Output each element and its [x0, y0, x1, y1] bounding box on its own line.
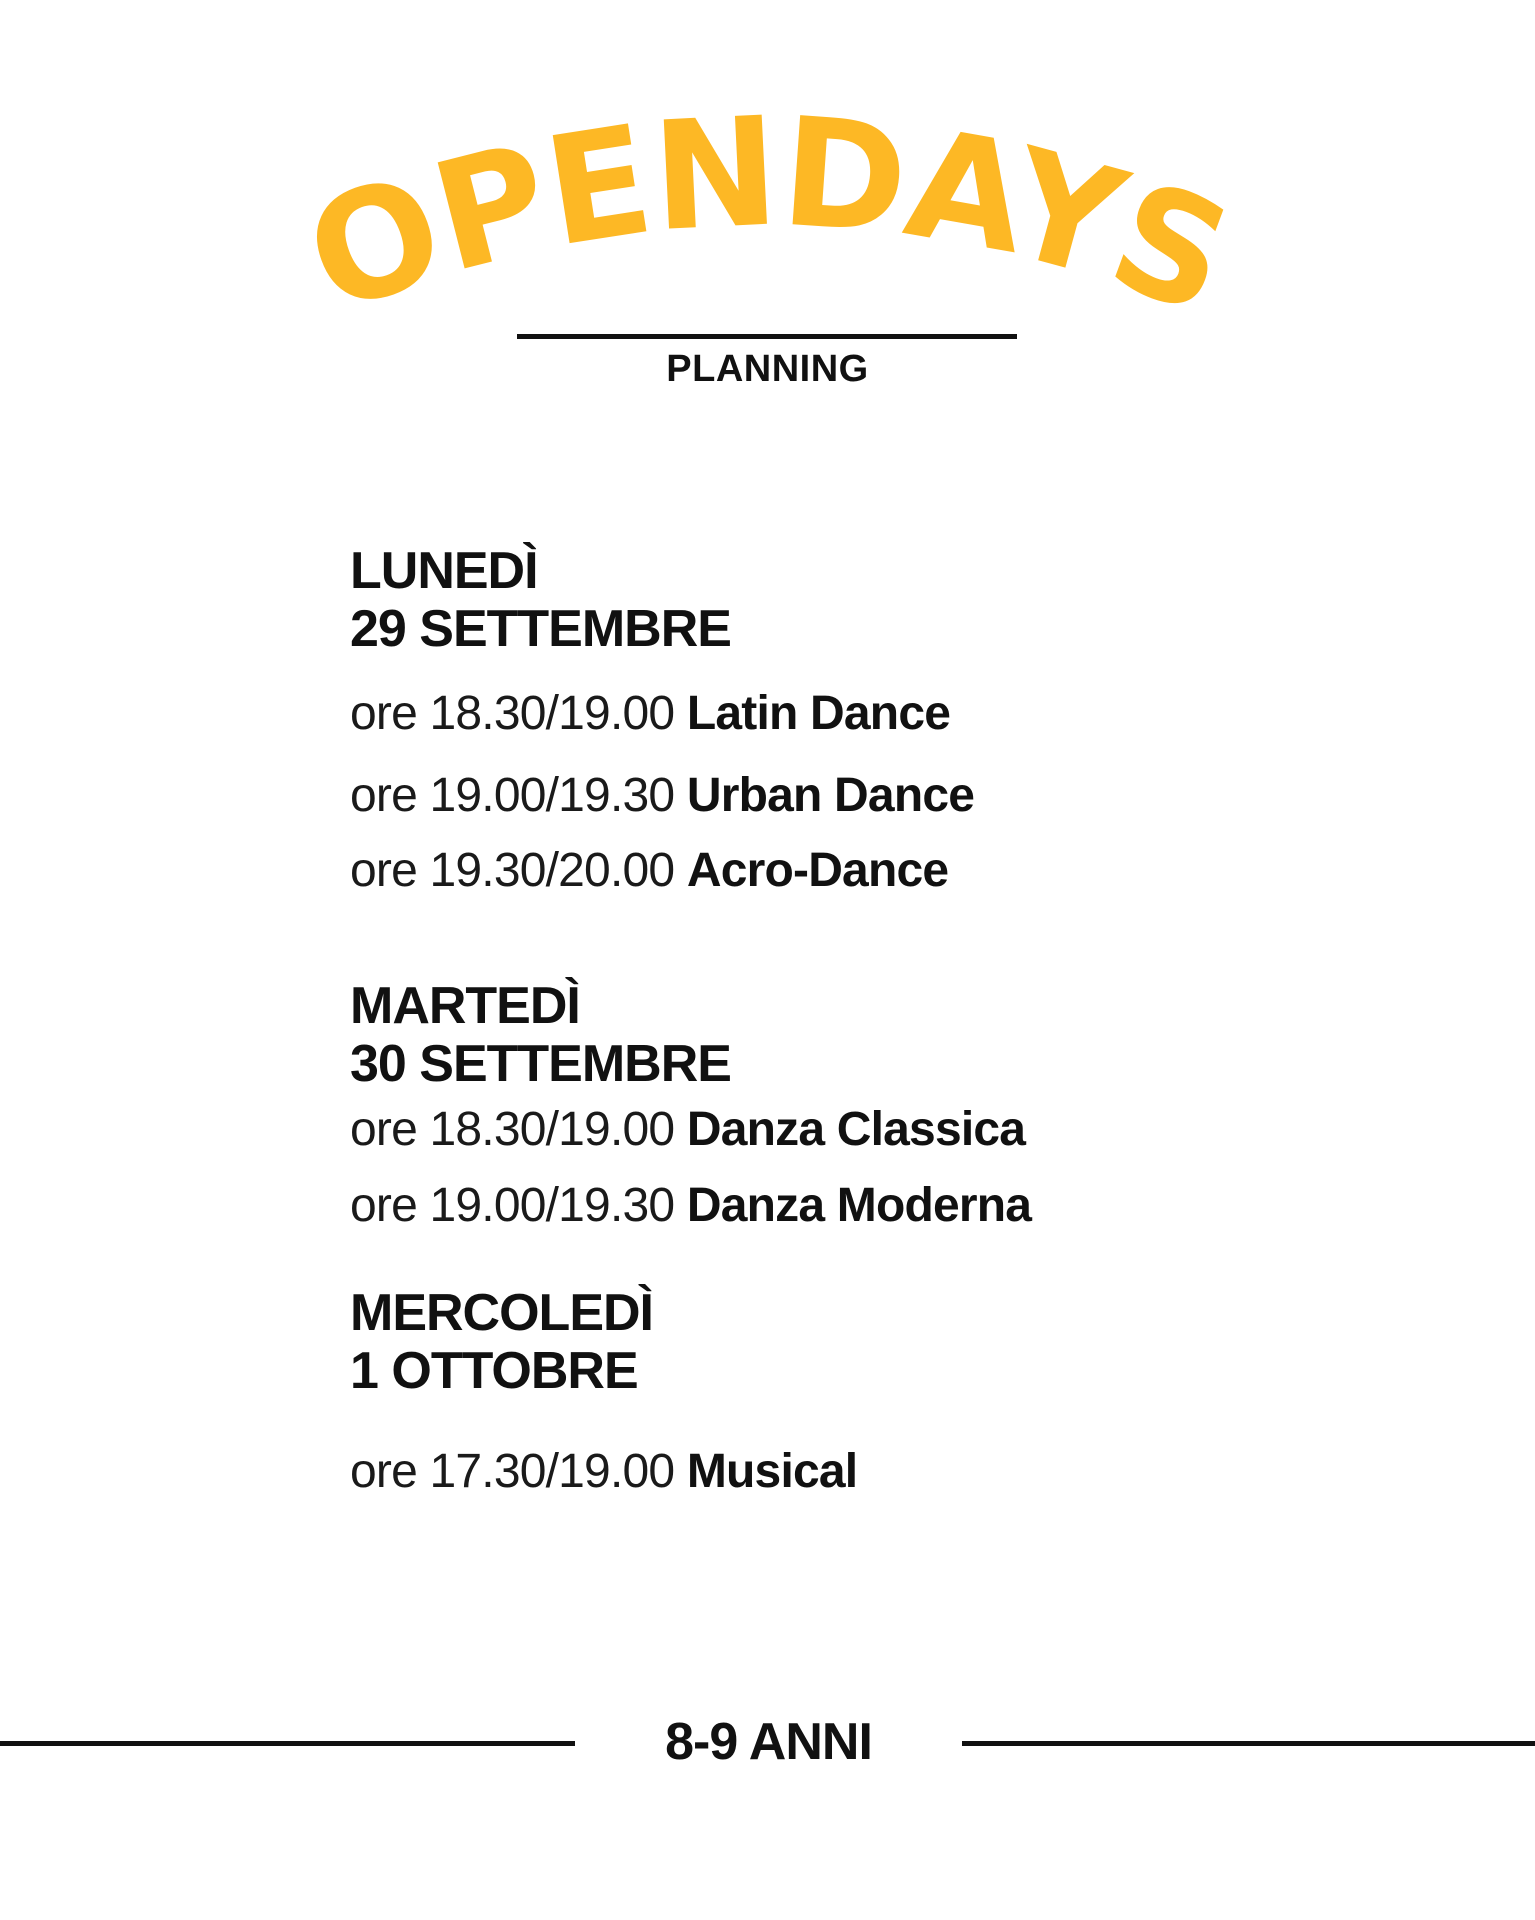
session-activity: Latin Dance	[686, 687, 951, 740]
day-heading	[350, 542, 731, 658]
session-time: ore 19.00/19.30	[350, 1179, 675, 1232]
day-weekday: MARTEDÌ	[350, 977, 580, 1035]
footer-divider-left	[0, 1741, 575, 1746]
day-heading	[350, 1284, 653, 1400]
session-time: ore 18.30/19.00	[350, 1103, 675, 1156]
session-activity: Musical	[686, 1445, 858, 1498]
logo-text-path: OPENDAYS	[286, 85, 1250, 349]
day-heading	[350, 977, 731, 1093]
session-row	[350, 1178, 1031, 1234]
age-group-label: 8-9 ANNI	[665, 1713, 872, 1771]
session-row	[350, 686, 950, 742]
opendays-logo	[286, 85, 1250, 349]
logo-text	[286, 85, 1250, 348]
day-date: 1 OTTOBRE	[350, 1342, 638, 1400]
session-activity: Urban Dance	[686, 769, 975, 822]
day-date: 30 SETTEMBRE	[350, 1035, 731, 1093]
session-time: ore 19.30/20.00	[350, 844, 675, 897]
session-activity: Danza Moderna	[686, 1179, 1032, 1232]
header-divider	[517, 334, 1017, 339]
session-time: ore 17.30/19.00	[350, 1445, 675, 1498]
footer-divider-right	[962, 1741, 1535, 1746]
opendays-logo-graphic	[286, 85, 1250, 349]
session-row	[350, 1102, 1025, 1158]
session-row	[350, 843, 948, 899]
day-weekday: LUNEDÌ	[350, 542, 538, 600]
page-subtitle: PLANNING	[666, 348, 869, 390]
day-date: 29 SETTEMBRE	[350, 600, 731, 658]
session-time: ore 19.00/19.30	[350, 769, 675, 822]
session-time: ore 18.30/19.00	[350, 687, 675, 740]
session-activity: Acro-Dance	[686, 844, 949, 897]
session-activity: Danza Classica	[686, 1103, 1026, 1156]
session-row	[350, 768, 974, 824]
day-weekday: MERCOLEDÌ	[350, 1284, 653, 1342]
session-row	[350, 1444, 857, 1500]
